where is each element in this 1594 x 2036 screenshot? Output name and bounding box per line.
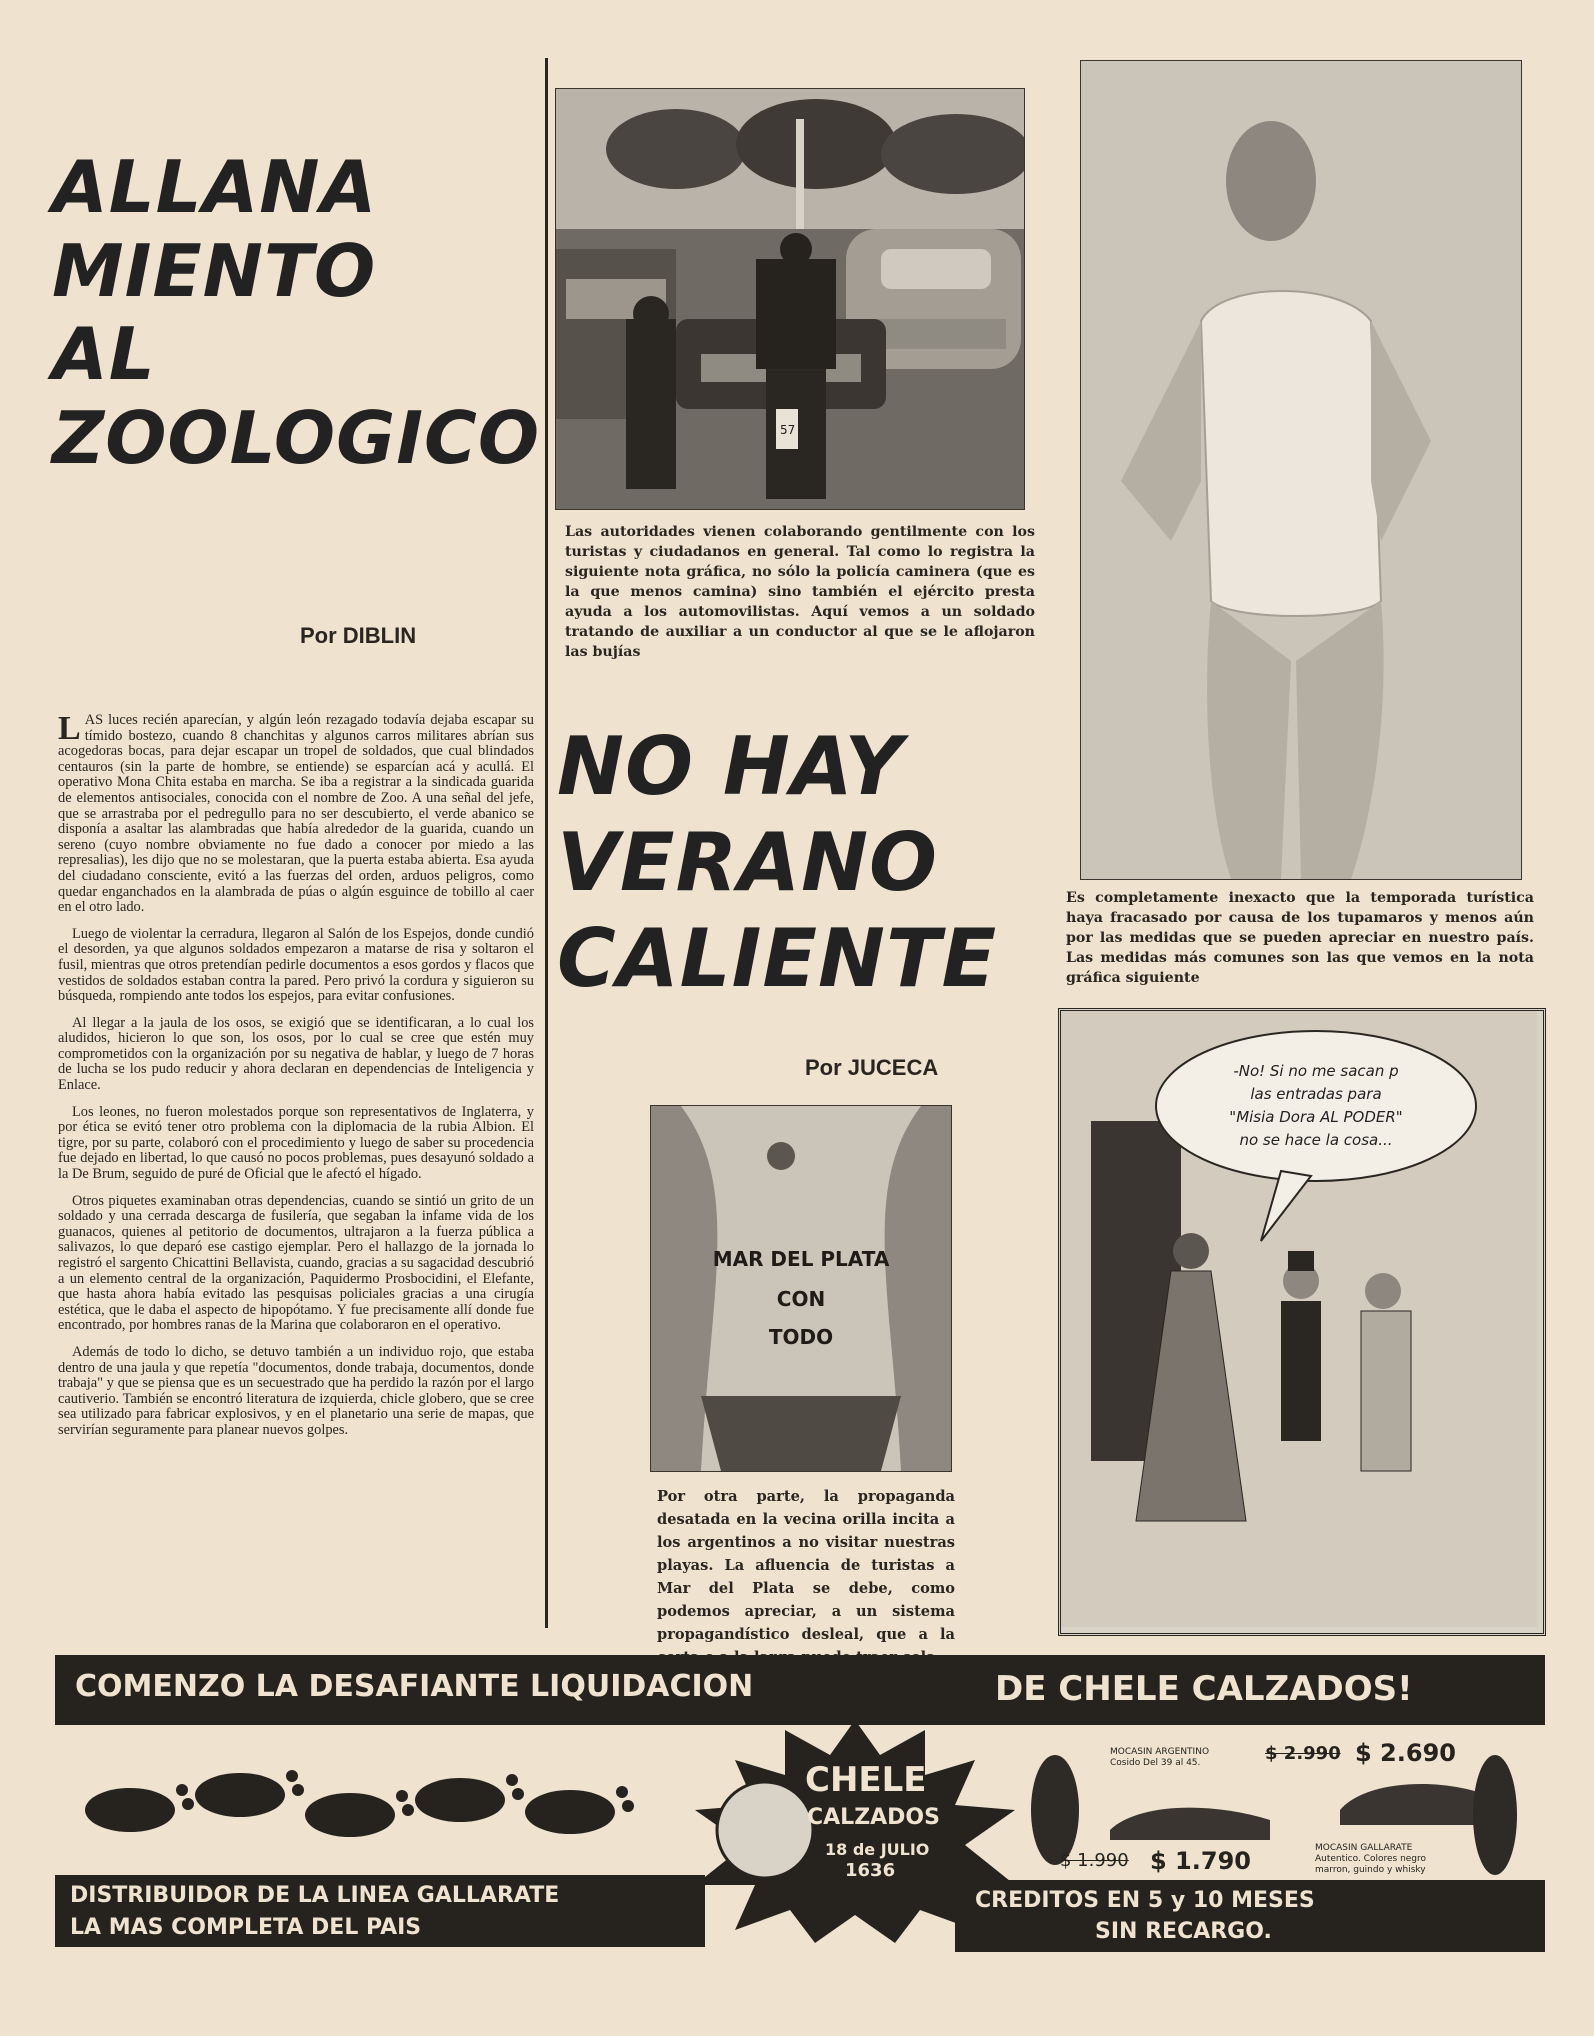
headline-line: CALIENTE (557, 912, 998, 1005)
article1-byline: Por DIBLIN (300, 623, 417, 648)
headline-line: ZOOLOGICO (52, 395, 541, 480)
photo-cars (555, 88, 1025, 510)
article1-body (58, 710, 534, 1450)
photo-marplata-illustration (651, 1106, 951, 1471)
photo-swimsuit (1080, 60, 1522, 880)
ad-product2-old-price: $ 2.990 (1265, 1743, 1341, 1764)
caption-swimsuit: Es completamente inexacto que la temporada turística haya fracasado por causa de los tupamaros y menos aún por las medidas que se pueden apreciar en nuestro país. Las medidas más comunes son las que vemos en la nota gráfica siguiente (1066, 890, 1534, 986)
photo-text: CON (776, 1287, 826, 1311)
dropcap: L (58, 710, 81, 747)
bubble-line: no se hace la cosa... (1239, 1131, 1393, 1149)
ad-brand: CHELE (805, 1760, 927, 1800)
ad-address: 18 de JULIO (825, 1840, 930, 1859)
ad-product2-desc: MOCASIN GALLARATE Autentico. Colores negro marron, guindo y whisky (1315, 1843, 1427, 1875)
headline-line: ALLANA (52, 145, 378, 229)
photo-marplata (650, 1105, 952, 1472)
paragraph: Al llegar a la jaula de los osos, se exigió que se identificaran, a lo cual los aludidos, hicieron lo que son, los osos, por lo cual se cree que estén muy comprometidos con la organización por su negativa de hablar, y luego de 7 horas de lucha se los pudo reducir y ahora declaran en dependencias de Inteligencia y Enlace. (58, 1014, 534, 1094)
photo-swimsuit-illustration (1081, 61, 1521, 879)
shoe-icon (1105, 1795, 1275, 1845)
ad-headline-right: DE CHELE CALZADOS! (995, 1669, 1413, 1709)
ad-product1-price: $ 1.790 (1150, 1847, 1251, 1875)
photo-text: TODO (768, 1325, 834, 1349)
advertisement (55, 1655, 1545, 1955)
shoe-icon (1465, 1750, 1525, 1880)
cartoon-panel (1058, 1008, 1546, 1636)
ad-product1-old-price: $ 1.990 (1060, 1850, 1129, 1871)
car-plate: 57 (780, 423, 796, 437)
ad-headline-left: COMENZO LA DESAFIANTE LIQUIDACION (75, 1669, 754, 1704)
ad-credit-line2: SIN RECARGO. (1095, 1919, 1272, 1944)
ad-credit-line1: CREDITOS EN 5 y 10 MESES (975, 1888, 1315, 1913)
paragraph: AS luces recién aparecían, y algún león rezagado todavía dejaba escapar su tímido bostezo, cuando 8 chanchitas y algunos carros militares abrían sus acogedoras bocas, para dejar escapar un tropel de soldados, que cual blindados centauros (sin la parte de hombre, se entiende) se esparcían acá y acullá. El operativo Mona Chita estaba en marcha. Se iba a registrar a la sindicada guarida de elementos antisociales, conocida con el nombre de Zoo. A una señal del jefe, que se arrastraba por el pedregullo para no ser descubierto, el verde abanico se disponía a asaltar las alambradas que había alrededor de la guarida, cuando un sereno (cuyo nombre obviamente no fue dado a conocer por miedo a las represalias), les dijo que no se molestaran, que la puerta estaba abierta. Esa ayuda del ciudadano consciente, evitó a las fuerzas del orden, arduos peligros, como quedar enganchados en la alambrada de púas o algún esguince de tobillo al caer en el otro lado. (58, 712, 534, 916)
headline-line: NO HAY (557, 720, 904, 813)
photo-text: MAR DEL PLATA (712, 1247, 890, 1271)
ad-product2-price: $ 2.690 (1355, 1739, 1456, 1767)
photo-cars-illustration (556, 89, 1024, 509)
article2-byline: Por JUCECA (805, 1055, 939, 1080)
bubble-line: "Misia Dora AL PODER" (1229, 1108, 1403, 1126)
bubble-line: -No! Si no me sacan p (1233, 1062, 1399, 1080)
headline-line: VERANO (557, 816, 939, 909)
ad-distributor-line2: LA MAS COMPLETA DEL PAIS (70, 1915, 422, 1940)
column-rule (545, 58, 548, 1628)
paragraph: Luego de violentar la cerradura, llegaron al Salón de los Espejos, donde cundió el desorden, ya que algunos soldados empezaron a matarse de risa y soltaron el fusil, mientras que otros pretendían pedirle documentos a esos gordos y flacos que vestidos de soldados estaban contra la pared. Pero privó la cordura y siguieron su búsqueda, rompiendo ante todos los espejos, para evitar confusiones. (58, 925, 534, 1005)
headline-line: MIENTO (52, 228, 377, 313)
paragraph: Otros piquetes examinaban otras dependencias, cuando se sintió un grito de un soldado y una cerrada descarga de fusilería, que segaban la infame vida de los guanacos, quienes al petitorio de documentos, ultrajaron a la fuerza pública a salivazos, lo que deparó ese castigo ejemplar. Pero el hallazgo de la jornada lo registró el sargento Chicattini Bellavista, cuando, gracias a su sagacidad descubrió a un elemento central de la organización, Paquidermo Prosbocidini, el Elefante, que hasta ahora había evitado las pesquisas policiales gracias a una cirugía estética, que le daba el aspecto de hipopótamo. Y fue precisamente allí donde fue encontrado, por hombres ranas de la Marina que colaboraron en el operativo. (58, 1192, 534, 1334)
article2-body: Por otra parte, la propaganda desatada en la vecina orilla incita a los argentinos a no visitar nuestras playas. La afluencia de turistas a Mar del Plata se debe, como podemos apreciar, a un sistema propagandístico desleal, que a la (657, 1488, 955, 1643)
ad-distributor-line1: DISTRIBUIDOR DE LA LINEA GALLARATE (70, 1883, 560, 1908)
footprints-icon (70, 1740, 710, 1860)
headline-line: AL (52, 312, 156, 397)
paragraph: Los leones, no fueron molestados porque son representativos de Inglaterra, y por ética se evitó tener otro problema con la diplomacia de la rubia Albion. El tigre, por su parte, colaboró con el procedimiento y luego de saber su procedencia fue dejado en libertad, lo que causó no pocos problemas, pues desayunó soldado a la De Brum, seguido de puré de Oficial que le afectó el hígado. (58, 1103, 534, 1183)
cartoon-illustration (1061, 1011, 1537, 1627)
paragraph: Además de todo lo dicho, se detuvo también a un individuo rojo, que estaba dentro de una jaula y que repetía "documentos, donde trabaja, documentos, donde trabaja" y que se piensa que es un secuestrado que ha perdido la razón por el largo cautiverio. También se encontró literatura de izquierda, chicle globero, que se cree sea utilizado para fabricar explosivos, y en el planetario una serie de mapas, que servirían seguramente para planear nuevos golpes. (58, 1343, 534, 1438)
article2-headline (557, 720, 998, 1005)
ad-brand-sub: CALZADOS (807, 1805, 940, 1830)
ad-address-number: 1636 (845, 1860, 896, 1881)
bubble-line: las entradas para (1250, 1085, 1382, 1103)
article1-headline (52, 145, 541, 480)
ad-product1-desc: MOCASIN ARGENTINO Cosido Del 39 al 45. (1110, 1747, 1210, 1768)
caption-cars: Las autoridades vienen colaborando gentilmente con los turistas y ciudadanos en general. Tal como lo registra la siguiente nota gráfica, no sólo la policía caminera (que es la que menos camina) sino también el ejército presta ayuda a los automovilistas. Aquí vemos a un soldado tratando de auxiliar a un conductor al que se le aflojaron las bujías (565, 524, 1035, 660)
